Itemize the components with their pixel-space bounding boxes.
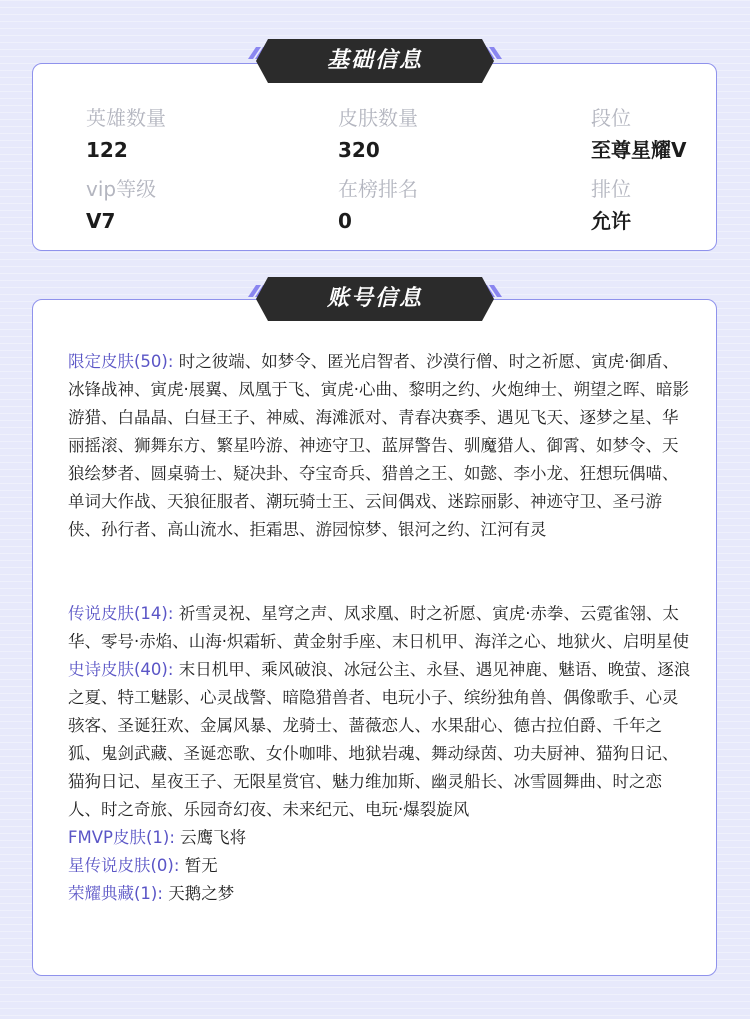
limited-skins-list: 时之彼端、如梦令、匿光启智者、沙漠行僧、时之祈愿、寅虎·御盾、冰锋战神、寅虎·展翼、凤凰于飞、寅虎·心曲、黎明之约、火炮绅士、朔望之晖、暗影游猎、白晶晶、白昼王子、神威、海滩派对、青春决赛季、遇见飞天、逐梦之星、华丽摇滚、狮舞东方、繁星吟游、神迹守卫、蓝屏警告、驯魔猎人、御霄、如梦令、天狼绘梦者、圆桌骑士、疑决卦、夺宝奇兵、猎兽之王、如懿、李小龙、狂想玩偶喵、单词大作战、天狼征服者、潮玩骑士王、云间偶戏、迷踪丽影、神迹守卫、圣弓游侠、孙行者、高山流水、拒霜思、游园惊梦、银河之约、江河有灵 [68, 352, 689, 539]
star-legend-skins-list: 暂无 [184, 856, 218, 875]
hero-count-label: 英雄数量 [86, 106, 166, 130]
rank-tier-value: 至尊星耀V [591, 138, 687, 162]
limited-skins-section [68, 348, 693, 544]
leaderboard-rank-field [338, 176, 418, 234]
leaderboard-rank-label: 在榜排名 [338, 177, 418, 201]
legend-skins-key: 传说皮肤(14): [68, 604, 174, 623]
fmvp-skins-key: FMVP皮肤(1): [68, 828, 175, 847]
ranked-mode-field [591, 176, 631, 234]
fmvp-skins-section [68, 824, 693, 852]
skin-count-value: 320 [338, 138, 380, 162]
basic-info-card [32, 63, 717, 251]
star-legend-skins-key: 星传说皮肤(0): [68, 856, 180, 875]
hero-count-value: 122 [86, 138, 128, 162]
ranked-mode-value: 允许 [591, 209, 631, 233]
epic-skins-key: 史诗皮肤(40): [68, 660, 174, 679]
account-info-title: 账号信息 [326, 286, 423, 311]
skin-groups [68, 600, 693, 908]
star-legend-skins-section [68, 852, 693, 880]
leaderboard-rank-value: 0 [338, 209, 352, 233]
skin-count-label: 皮肤数量 [338, 106, 418, 130]
epic-skins-list: 末日机甲、乘风破浪、冰冠公主、永昼、遇见神鹿、魅语、晚萤、逐浪之夏、特工魅影、心灵战警、暗隐猎兽者、电玩小子、缤纷独角兽、偶像歌手、心灵骇客、圣诞狂欢、金属风暴、龙骑士、蔷薇恋人、水果甜心、德古拉伯爵、千年之狐、鬼剑武藏、圣诞恋歌、女仆咖啡、地狱岩魂、舞动绿茵、功夫厨神、猫狗日记、猫狗日记、星夜王子、无限星赏官、魅力维加斯、幽灵船长、冰雪圆舞曲、时之恋人、时之奇旅、乐园奇幻夜、未来纪元、电玩·爆裂旋风 [68, 660, 691, 819]
limited-skins-key: 限定皮肤(50): [68, 352, 174, 371]
fmvp-skins-list: 云鹰飞将 [180, 828, 247, 847]
basic-info-banner [248, 37, 502, 85]
skin-count-field [338, 105, 418, 163]
glory-collection-section [68, 880, 693, 908]
glory-collection-list: 天鹅之梦 [168, 884, 235, 903]
hero-count-field [86, 105, 166, 163]
legend-skins-list: 祈雪灵祝、星穹之声、凤求凰、时之祈愿、寅虎·赤拳、云霓雀翎、太华、零号·赤焰、山海·炽霜斩、黄金射手座、末日机甲、海洋之心、地狱火、启明星使 [68, 604, 689, 651]
vip-level-field [86, 176, 156, 234]
glory-collection-key: 荣耀典藏(1): [68, 884, 163, 903]
rank-tier-label: 段位 [591, 106, 631, 130]
account-info-banner [248, 275, 502, 323]
legend-skins-section [68, 600, 693, 656]
epic-skins-section [68, 656, 693, 824]
vip-level-value: V7 [86, 209, 116, 233]
rank-tier-field [591, 105, 686, 163]
basic-info-title: 基础信息 [326, 48, 423, 73]
vip-level-label: vip等级 [86, 177, 157, 201]
ranked-mode-label: 排位 [591, 177, 631, 201]
